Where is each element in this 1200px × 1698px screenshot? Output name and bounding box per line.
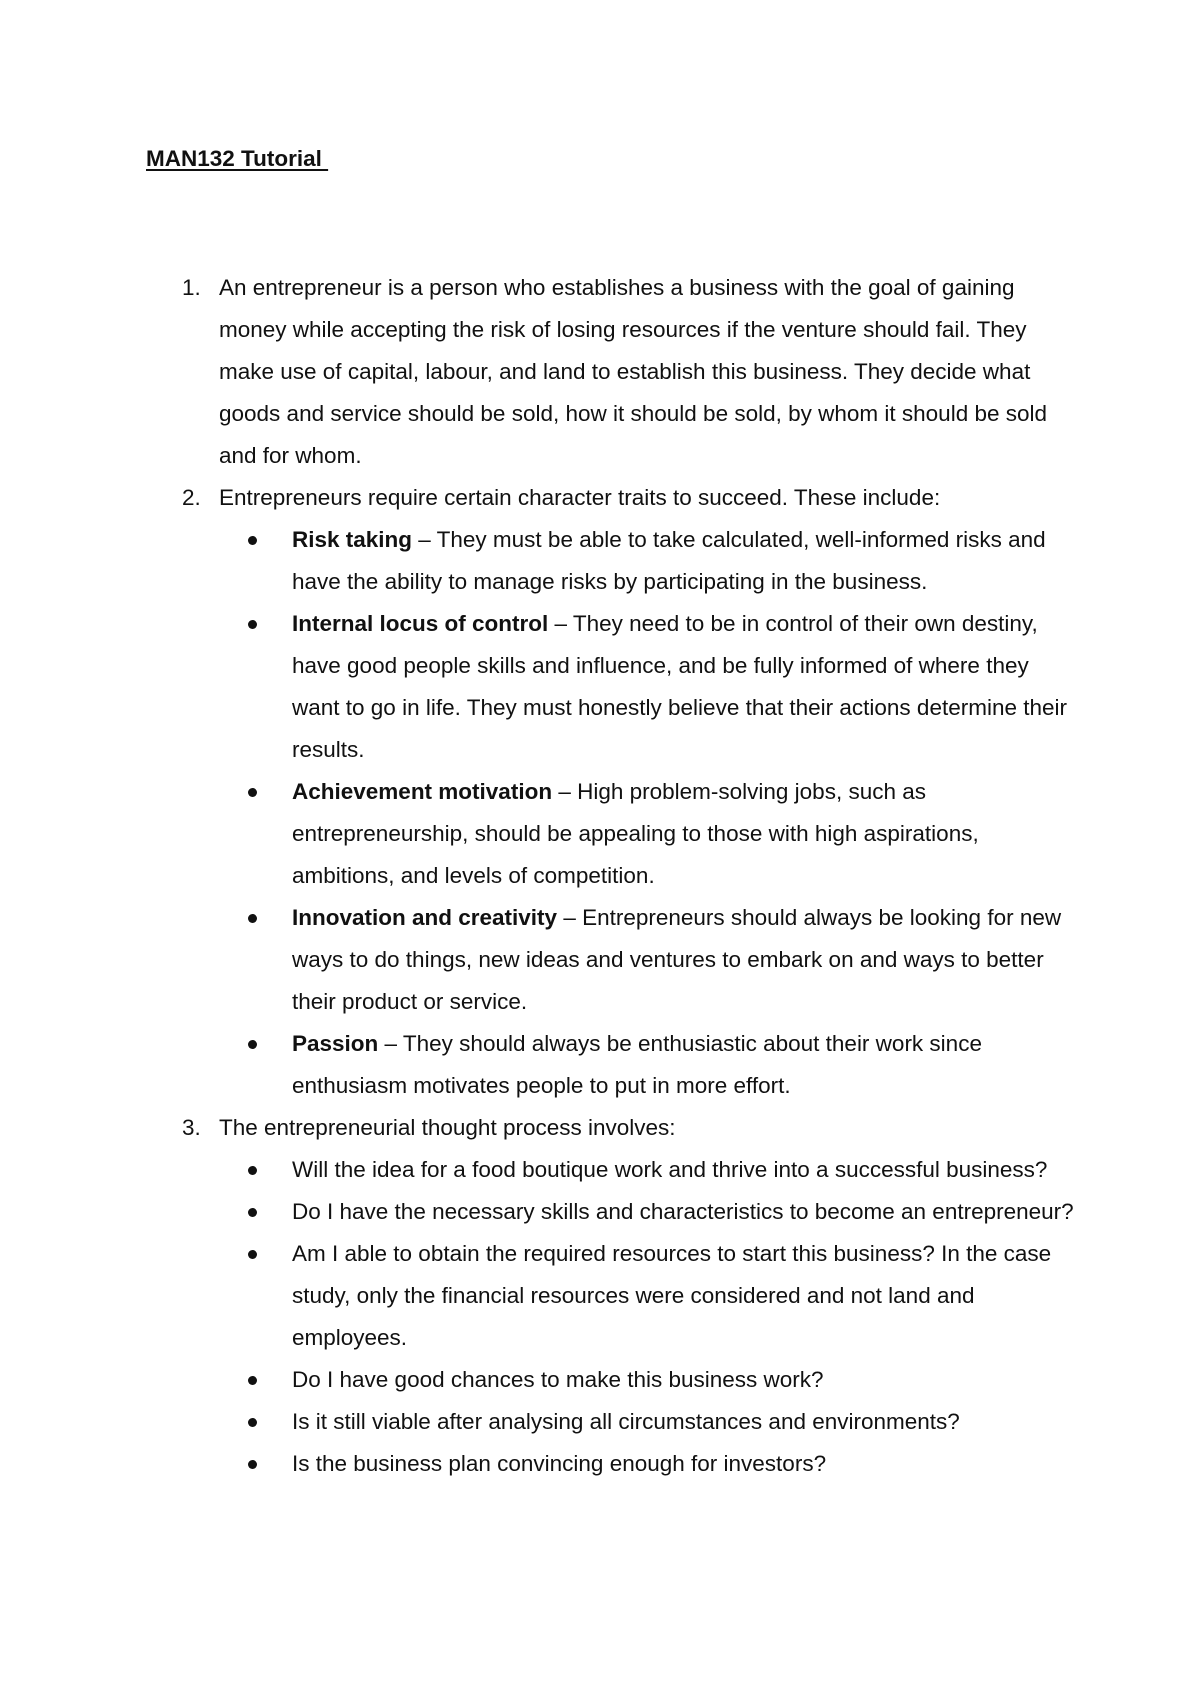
bullet-text: – They should always be enthusiastic about their work since enthusiasm motivates people to put in more effort. xyxy=(292,1031,982,1098)
bullet-icon xyxy=(248,1166,257,1175)
thought-process-bullet-list xyxy=(219,1149,1076,1485)
bullet-text: Is it still viable after analysing all circumstances and environments? xyxy=(292,1409,960,1434)
bullet-text: Is the business plan convincing enough for investors? xyxy=(292,1451,827,1476)
bullet-item xyxy=(219,1359,1076,1401)
bullet-icon xyxy=(248,1418,257,1427)
bullet-item xyxy=(219,1401,1076,1443)
bullet-icon xyxy=(248,536,257,545)
bullet-icon xyxy=(248,1208,257,1217)
numbered-list xyxy=(146,267,1076,1485)
bullet-icon xyxy=(248,1250,257,1259)
bullet-text: – High problem-solving jobs, such as entrepreneurship, should be appealing to those with high aspirations, ambitions, and levels of competition. xyxy=(292,779,979,888)
document-title: MAN132 Tutorial xyxy=(146,146,329,171)
bullet-item xyxy=(219,1443,1076,1485)
bullet-term: Achievement motivation xyxy=(292,779,553,804)
bullet-item-innovation xyxy=(219,897,1076,1023)
bullet-text: – They must be able to take calculated, well-informed risks and have the ability to manage risks by participating in the business. xyxy=(292,527,1046,594)
bullet-term: Innovation and creativity xyxy=(292,905,558,930)
bullet-text: – Entrepreneurs should always be looking for new ways to do things, new ideas and ventures to embark on and ways to better their product or service. xyxy=(292,905,1062,1014)
bullet-icon xyxy=(248,620,257,629)
bullet-icon xyxy=(248,788,257,797)
bullet-item-risk-taking xyxy=(219,519,1076,603)
bullet-text: Will the idea for a food boutique work and thrive into a successful business? xyxy=(292,1157,1048,1182)
bullet-item-passion xyxy=(219,1023,1076,1107)
bullet-text: Am I able to obtain the required resources to start this business? In the case study, only the financial resources were considered and not land and employees. xyxy=(292,1241,1052,1350)
bullet-term: Passion xyxy=(292,1031,379,1056)
list-number: 1. xyxy=(182,275,201,300)
bullet-text: – They need to be in control of their own destiny, have good people skills and influence, and be fully informed of where they want to go in life. They must honestly believe that their actions determine their results. xyxy=(292,611,1067,762)
bullet-icon xyxy=(248,914,257,923)
bullet-icon xyxy=(248,1460,257,1469)
list-item-1 xyxy=(146,267,1076,477)
bullet-term: Risk taking xyxy=(292,527,413,552)
list-item-text: Entrepreneurs require certain character traits to succeed. These include: xyxy=(219,485,941,510)
list-item-text: An entrepreneur is a person who establishes a business with the goal of gaining money while accepting the risk of losing resources if the venture should fail. They make use of capital, labour, and land to establish this business. They decide what goods and service should be sold, how it should be sold, by whom it should be sold and for whom. xyxy=(219,275,1048,468)
list-item-2 xyxy=(146,477,1076,1107)
bullet-item xyxy=(219,1149,1076,1191)
bullet-text: Do I have the necessary skills and characteristics to become an entrepreneur? xyxy=(292,1199,1074,1224)
bullet-icon xyxy=(248,1040,257,1049)
list-number: 2. xyxy=(182,485,201,510)
bullet-item-internal-locus xyxy=(219,603,1076,771)
bullet-item xyxy=(219,1191,1076,1233)
traits-bullet-list xyxy=(219,519,1076,1107)
bullet-item-achievement xyxy=(219,771,1076,897)
list-item-text: The entrepreneurial thought process involves: xyxy=(219,1115,676,1140)
bullet-icon xyxy=(248,1376,257,1385)
bullet-text: Do I have good chances to make this business work? xyxy=(292,1367,824,1392)
bullet-term: Internal locus of control xyxy=(292,611,549,636)
bullet-item xyxy=(219,1233,1076,1359)
list-item-3 xyxy=(146,1107,1076,1485)
list-number: 3. xyxy=(182,1115,201,1140)
